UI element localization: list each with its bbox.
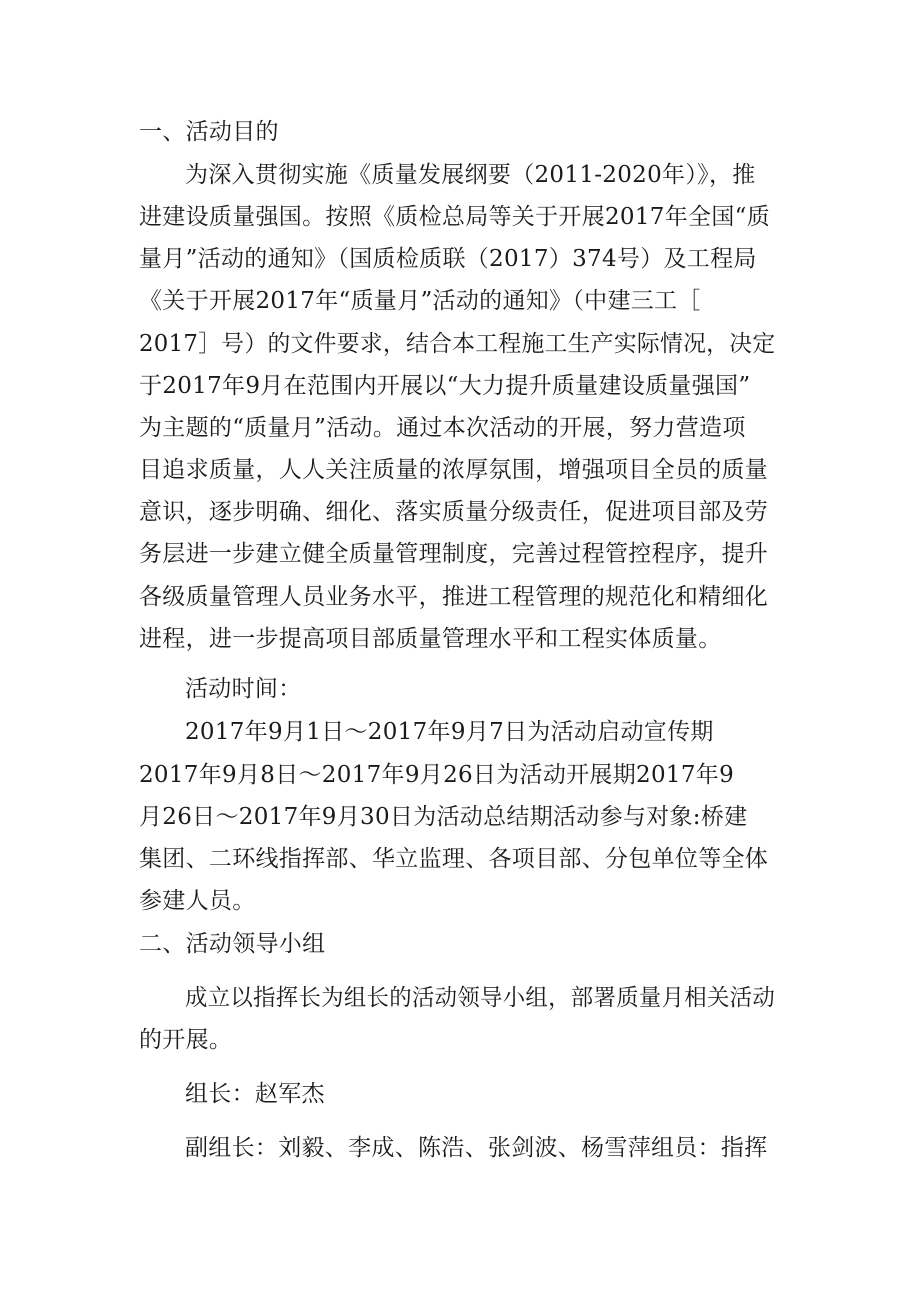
paragraph-line: 意识，逐步明确、细化、落实质量分级责任，促进项目部及劳: [139, 499, 769, 525]
paragraph-line: 务层进一步建立健全质量管理制度，完善过程管控程序，提升: [139, 541, 769, 567]
time-line: 集团、二环线指挥部、华立监理、各项目部、分包单位等全体: [139, 846, 769, 872]
paragraph-line: 量月”活动的通知》（国质检质联（2017）374号）及工程局: [139, 246, 757, 272]
time-label: 活动时间：: [185, 676, 302, 702]
time-line: 参建人员。: [139, 888, 256, 914]
section-heading-leadership: 二、活动领导小组: [139, 931, 326, 957]
time-line: 月26日～2017年9月30日为活动总结期活动参与对象:桥建: [139, 804, 748, 830]
paragraph-line: 于2017年9月在范围内开展以“大力提升质量建设质量强国”: [139, 373, 751, 399]
time-line: 2017年9月8日～2017年9月26日为活动开展期2017年9: [139, 762, 734, 788]
paragraph-line: 为主题的“质量月”活动。通过本次活动的开展，努力营造项: [139, 415, 746, 441]
paragraph-line: 进建设质量强国。按照《质检总局等关于开展2017年全国“质: [139, 204, 770, 230]
section-heading-purpose: 一、活动目的: [139, 119, 279, 145]
paragraph-line: 的开展。: [139, 1027, 233, 1053]
paragraph-line: 2017］号）的文件要求，结合本工程施工生产实际情况，决定: [139, 331, 776, 357]
paragraph-line: 《关于开展2017年“质量月”活动的通知》（中建三工［: [139, 288, 701, 314]
paragraph-line: 各级质量管理人员业务水平，推进工程管理的规范化和精细化: [139, 584, 769, 610]
paragraph-line: 目追求质量，人人关注质量的浓厚氛围，增强项目全员的质量: [139, 457, 769, 483]
paragraph-line: 为深入贯彻实施《质量发展纲要（2011-2020年）》，推: [185, 162, 756, 188]
paragraph-line: 成立以指挥长为组长的活动领导小组，部署质量月相关活动: [185, 985, 776, 1011]
leader-line: 组长：赵军杰: [185, 1081, 325, 1107]
time-line: 2017年9月1日～2017年9月7日为活动启动宣传期: [185, 719, 714, 745]
deputy-line: 副组长：刘毅、李成、陈浩、张剑波、杨雪萍组员：指挥: [185, 1135, 768, 1161]
paragraph-line: 进程，进一步提高项目部质量管理水平和工程实体质量。: [139, 626, 722, 652]
